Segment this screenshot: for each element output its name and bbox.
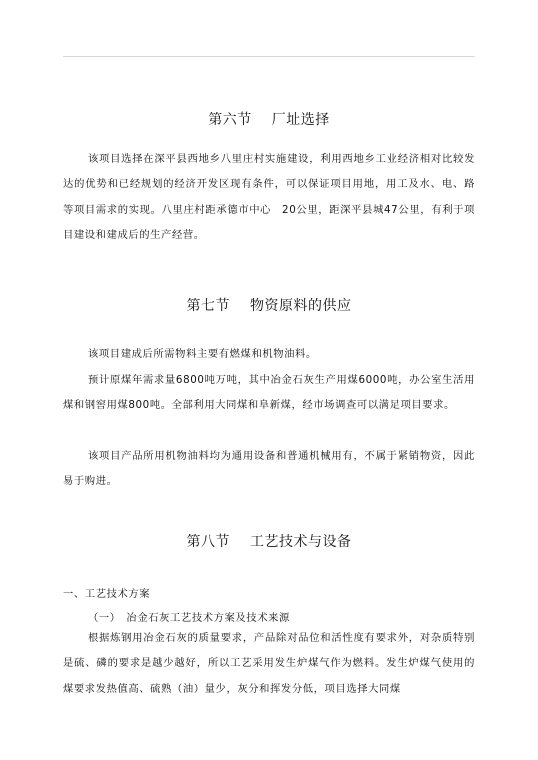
section-6-title: 厂址选择 [271, 112, 330, 128]
section-8-subsubheading: （一） 冶金石灰工艺技术方案及技术来源 [88, 612, 290, 624]
section-7-title: 物资原料的供应 [250, 298, 352, 314]
section-8-number: 第八节 [186, 534, 230, 550]
section-7-paragraph-2: 预计原煤年需求量6800吨万吨，其中冶金石灰生产用煤6000吨，办公室生活用煤和钢窖用煤800吨。全部利用大同煤和阜新煤，经市场调查可以满足项目要求。 [63, 374, 475, 412]
section-8-heading [0, 531, 538, 551]
section-8-paragraph: 根据炼钢用冶金石灰的质量要求，产品除对品位和活性度有要求外，对杂质特别是硫、磷的要求是越少越好，所以工艺采用发生炉煤气作为燃料。发生炉煤气使用的煤要求发热值高、硫熟（油）量少，灰分和挥发分低，项目选择大同煤 [63, 632, 475, 695]
section-7-paragraph-1: 该项目建成后所需物料主要有燃煤和机物油料。 [88, 348, 317, 360]
header-rule [63, 56, 475, 57]
section-6-paragraph: 该项目选择在深平县西地乡八里庄村实施建设，利用西地乡工业经济相对比较发达的优势和已经规划的经济开发区现有条件，可以保证项目用地，用工及水、电、路等项目需求的实现。八里庄村距承德市中心 20公里，距深平县城47公里，有利于项目建设和建成后的生产经营。 [63, 153, 475, 241]
section-6-heading [0, 109, 538, 129]
section-7-number: 第七节 [186, 298, 230, 314]
section-8-subheading: 一、工艺技术方案 [63, 588, 151, 600]
section-8-title: 工艺技术与设备 [250, 534, 352, 550]
section-7-heading [0, 295, 538, 315]
section-6-number: 第六节 [208, 112, 252, 128]
section-7-paragraph-3: 该项目产品所用机物油料均为通用设备和普通机械用有，不属于紧销物资，因此易于购进。 [63, 450, 475, 488]
